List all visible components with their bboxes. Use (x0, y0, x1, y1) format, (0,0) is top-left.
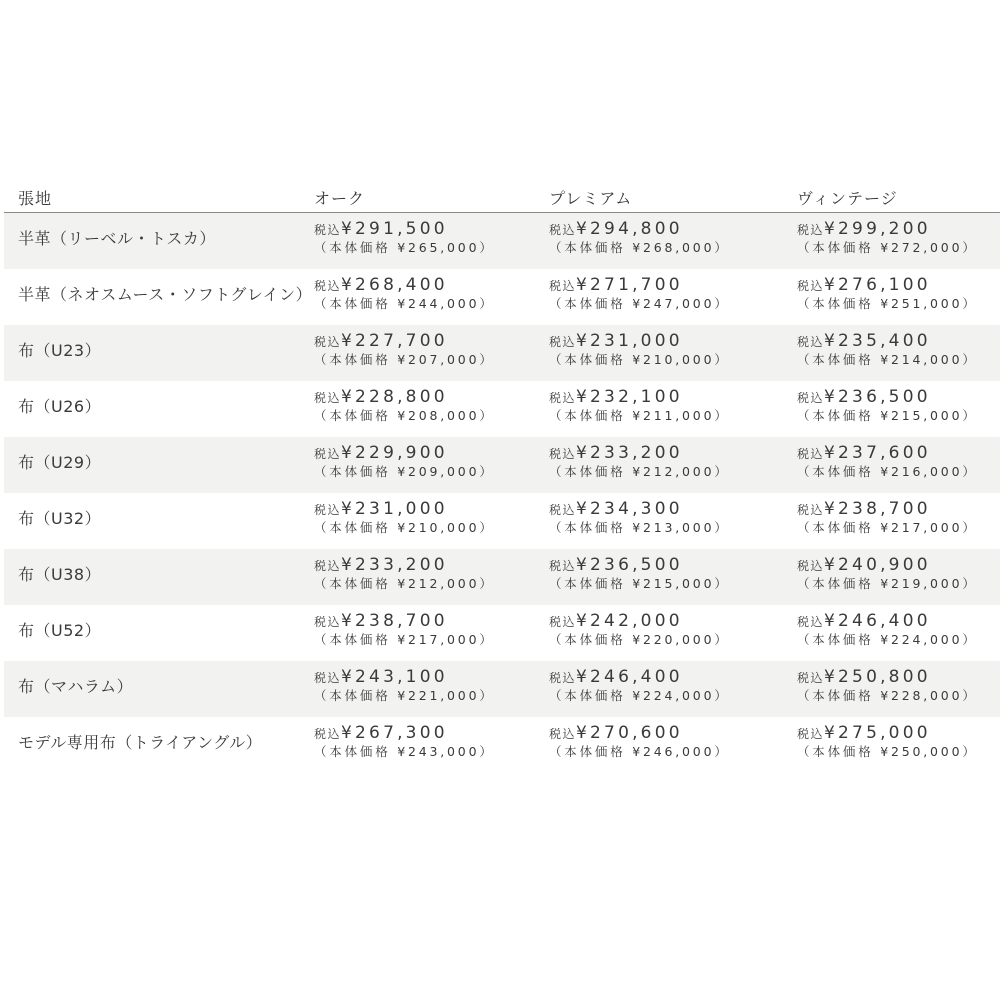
tax-prefix: 税込 (314, 559, 342, 573)
tax-included-price (797, 275, 978, 296)
tax-amount: ¥233,200 (576, 443, 683, 463)
tax-prefix: 税込 (797, 223, 825, 237)
tax-prefix: 税込 (314, 503, 342, 517)
tax-amount: ¥233,200 (341, 555, 448, 575)
price-cell-oak (314, 667, 495, 704)
tax-included-price (314, 667, 495, 688)
tax-prefix: 税込 (797, 335, 825, 349)
table-row (4, 549, 1000, 605)
table-row (4, 437, 1000, 493)
tax-prefix: 税込 (314, 727, 342, 741)
tax-prefix: 税込 (797, 279, 825, 293)
table-row (4, 605, 1000, 661)
price-cell-oak (314, 275, 495, 312)
tax-prefix: 税込 (549, 615, 577, 629)
base-price: （本体価格 ¥215,000） (549, 576, 730, 591)
tax-included-price (314, 555, 495, 576)
tax-amount: ¥294,800 (576, 219, 683, 239)
tax-prefix: 税込 (314, 447, 342, 461)
tax-prefix: 税込 (797, 615, 825, 629)
header-premium: プレミアム (549, 189, 633, 208)
tax-amount: ¥271,700 (576, 275, 683, 295)
tax-amount: ¥231,000 (341, 499, 448, 519)
tax-included-price (314, 443, 495, 464)
tax-amount: ¥231,000 (576, 331, 683, 351)
tax-amount: ¥227,700 (341, 331, 448, 351)
tax-prefix: 税込 (797, 391, 825, 405)
price-cell-premium (549, 443, 730, 480)
base-price: （本体価格 ¥247,000） (549, 296, 730, 311)
header-fabric: 張地 (18, 189, 53, 208)
tax-prefix: 税込 (549, 671, 577, 685)
base-price: （本体価格 ¥220,000） (549, 632, 730, 647)
base-price: （本体価格 ¥243,000） (314, 744, 495, 759)
price-table (4, 180, 1000, 773)
base-price: （本体価格 ¥265,000） (314, 240, 495, 255)
tax-amount: ¥236,500 (576, 555, 683, 575)
tax-amount: ¥238,700 (341, 611, 448, 631)
tax-included-price (314, 499, 495, 520)
price-cell-premium (549, 499, 730, 536)
tax-included-price (797, 331, 978, 352)
price-cell-vintage (797, 499, 978, 536)
tax-amount: ¥235,400 (824, 331, 931, 351)
tax-included-price (797, 723, 978, 744)
tax-amount: ¥237,600 (824, 443, 931, 463)
tax-included-price (314, 723, 495, 744)
tax-amount: ¥242,000 (576, 611, 683, 631)
price-cell-vintage (797, 219, 978, 256)
tax-included-price (549, 219, 730, 240)
fabric-label: 布（U29） (18, 453, 102, 472)
tax-included-price (549, 611, 730, 632)
price-cell-premium (549, 611, 730, 648)
tax-prefix: 税込 (797, 447, 825, 461)
tax-amount: ¥250,800 (824, 667, 931, 687)
base-price: （本体価格 ¥210,000） (314, 520, 495, 535)
tax-prefix: 税込 (797, 559, 825, 573)
price-cell-oak (314, 387, 495, 424)
tax-prefix: 税込 (314, 615, 342, 629)
base-price: （本体価格 ¥213,000） (549, 520, 730, 535)
fabric-label: 布（マハラム） (18, 677, 134, 696)
base-price: （本体価格 ¥250,000） (797, 744, 978, 759)
base-price: （本体価格 ¥217,000） (314, 632, 495, 647)
base-price: （本体価格 ¥210,000） (549, 352, 730, 367)
price-cell-premium (549, 667, 730, 704)
tax-included-price (549, 443, 730, 464)
price-cell-oak (314, 555, 495, 592)
price-cell-vintage (797, 611, 978, 648)
price-cell-vintage (797, 443, 978, 480)
price-cell-premium (549, 387, 730, 424)
base-price: （本体価格 ¥211,000） (549, 408, 730, 423)
tax-included-price (549, 555, 730, 576)
tax-included-price (549, 387, 730, 408)
base-price: （本体価格 ¥212,000） (549, 464, 730, 479)
tax-included-price (549, 499, 730, 520)
tax-amount: ¥291,500 (341, 219, 448, 239)
price-cell-premium (549, 723, 730, 760)
tax-included-price (314, 219, 495, 240)
fabric-label: 半革（リーベル・トスカ） (18, 229, 216, 248)
tax-included-price (797, 219, 978, 240)
fabric-label: 布（U23） (18, 341, 102, 360)
tax-prefix: 税込 (797, 671, 825, 685)
price-cell-oak (314, 219, 495, 256)
tax-amount: ¥246,400 (824, 611, 931, 631)
base-price: （本体価格 ¥268,000） (549, 240, 730, 255)
base-price: （本体価格 ¥209,000） (314, 464, 495, 479)
tax-included-price (797, 499, 978, 520)
base-price: （本体価格 ¥251,000） (797, 296, 978, 311)
tax-prefix: 税込 (797, 727, 825, 741)
tax-amount: ¥270,600 (576, 723, 683, 743)
tax-included-price (314, 331, 495, 352)
tax-included-price (549, 331, 730, 352)
base-price: （本体価格 ¥219,000） (797, 576, 978, 591)
fabric-label: 布（U26） (18, 397, 102, 416)
tax-amount: ¥276,100 (824, 275, 931, 295)
table-header (4, 180, 1000, 213)
base-price: （本体価格 ¥214,000） (797, 352, 978, 367)
tax-prefix: 税込 (549, 391, 577, 405)
tax-amount: ¥232,100 (576, 387, 683, 407)
price-cell-vintage (797, 667, 978, 704)
table-body (4, 213, 1000, 773)
tax-prefix: 税込 (314, 335, 342, 349)
tax-prefix: 税込 (314, 671, 342, 685)
tax-amount: ¥275,000 (824, 723, 931, 743)
tax-included-price (797, 667, 978, 688)
table-row (4, 381, 1000, 437)
tax-included-price (549, 723, 730, 744)
fabric-label: 半革（ネオスムース・ソフトグレイン） (18, 285, 313, 304)
tax-amount: ¥243,100 (341, 667, 448, 687)
base-price: （本体価格 ¥216,000） (797, 464, 978, 479)
tax-included-price (797, 387, 978, 408)
tax-amount: ¥228,800 (341, 387, 448, 407)
base-price: （本体価格 ¥221,000） (314, 688, 495, 703)
base-price: （本体価格 ¥212,000） (314, 576, 495, 591)
tax-amount: ¥267,300 (341, 723, 448, 743)
tax-included-price (314, 387, 495, 408)
base-price: （本体価格 ¥215,000） (797, 408, 978, 423)
tax-amount: ¥236,500 (824, 387, 931, 407)
base-price: （本体価格 ¥224,000） (549, 688, 730, 703)
tax-prefix: 税込 (549, 503, 577, 517)
table-row (4, 493, 1000, 549)
tax-amount: ¥268,400 (341, 275, 448, 295)
tax-amount: ¥246,400 (576, 667, 683, 687)
price-cell-vintage (797, 275, 978, 312)
header-oak: オーク (314, 189, 366, 208)
base-price: （本体価格 ¥228,000） (797, 688, 978, 703)
tax-prefix: 税込 (549, 279, 577, 293)
tax-prefix: 税込 (549, 447, 577, 461)
tax-prefix: 税込 (314, 279, 342, 293)
tax-included-price (797, 443, 978, 464)
price-cell-vintage (797, 331, 978, 368)
tax-prefix: 税込 (549, 335, 577, 349)
header-vintage: ヴィンテージ (797, 189, 898, 208)
price-cell-oak (314, 443, 495, 480)
table-row (4, 269, 1000, 325)
price-cell-vintage (797, 387, 978, 424)
price-cell-oak (314, 723, 495, 760)
base-price: （本体価格 ¥246,000） (549, 744, 730, 759)
fabric-label: 布（U38） (18, 565, 102, 584)
tax-prefix: 税込 (314, 223, 342, 237)
base-price: （本体価格 ¥208,000） (314, 408, 495, 423)
tax-amount: ¥240,900 (824, 555, 931, 575)
tax-prefix: 税込 (314, 391, 342, 405)
tax-prefix: 税込 (797, 503, 825, 517)
tax-included-price (797, 555, 978, 576)
base-price: （本体価格 ¥207,000） (314, 352, 495, 367)
tax-included-price (549, 667, 730, 688)
table-row (4, 717, 1000, 773)
price-cell-oak (314, 611, 495, 648)
tax-prefix: 税込 (549, 727, 577, 741)
table-row (4, 661, 1000, 717)
tax-included-price (797, 611, 978, 632)
base-price: （本体価格 ¥244,000） (314, 296, 495, 311)
tax-prefix: 税込 (549, 223, 577, 237)
price-cell-premium (549, 331, 730, 368)
base-price: （本体価格 ¥217,000） (797, 520, 978, 535)
tax-amount: ¥229,900 (341, 443, 448, 463)
tax-amount: ¥234,300 (576, 499, 683, 519)
tax-amount: ¥238,700 (824, 499, 931, 519)
base-price: （本体価格 ¥272,000） (797, 240, 978, 255)
price-cell-premium (549, 555, 730, 592)
tax-included-price (549, 275, 730, 296)
price-cell-premium (549, 275, 730, 312)
fabric-label: 布（U32） (18, 509, 102, 528)
fabric-label: 布（U52） (18, 621, 102, 640)
fabric-label: モデル専用布（トライアングル） (18, 733, 263, 752)
tax-amount: ¥299,200 (824, 219, 931, 239)
tax-included-price (314, 611, 495, 632)
price-cell-oak (314, 499, 495, 536)
price-cell-premium (549, 219, 730, 256)
price-cell-oak (314, 331, 495, 368)
price-cell-vintage (797, 555, 978, 592)
tax-included-price (314, 275, 495, 296)
tax-prefix: 税込 (549, 559, 577, 573)
price-cell-vintage (797, 723, 978, 760)
table-row (4, 213, 1000, 269)
table-row (4, 325, 1000, 381)
base-price: （本体価格 ¥224,000） (797, 632, 978, 647)
